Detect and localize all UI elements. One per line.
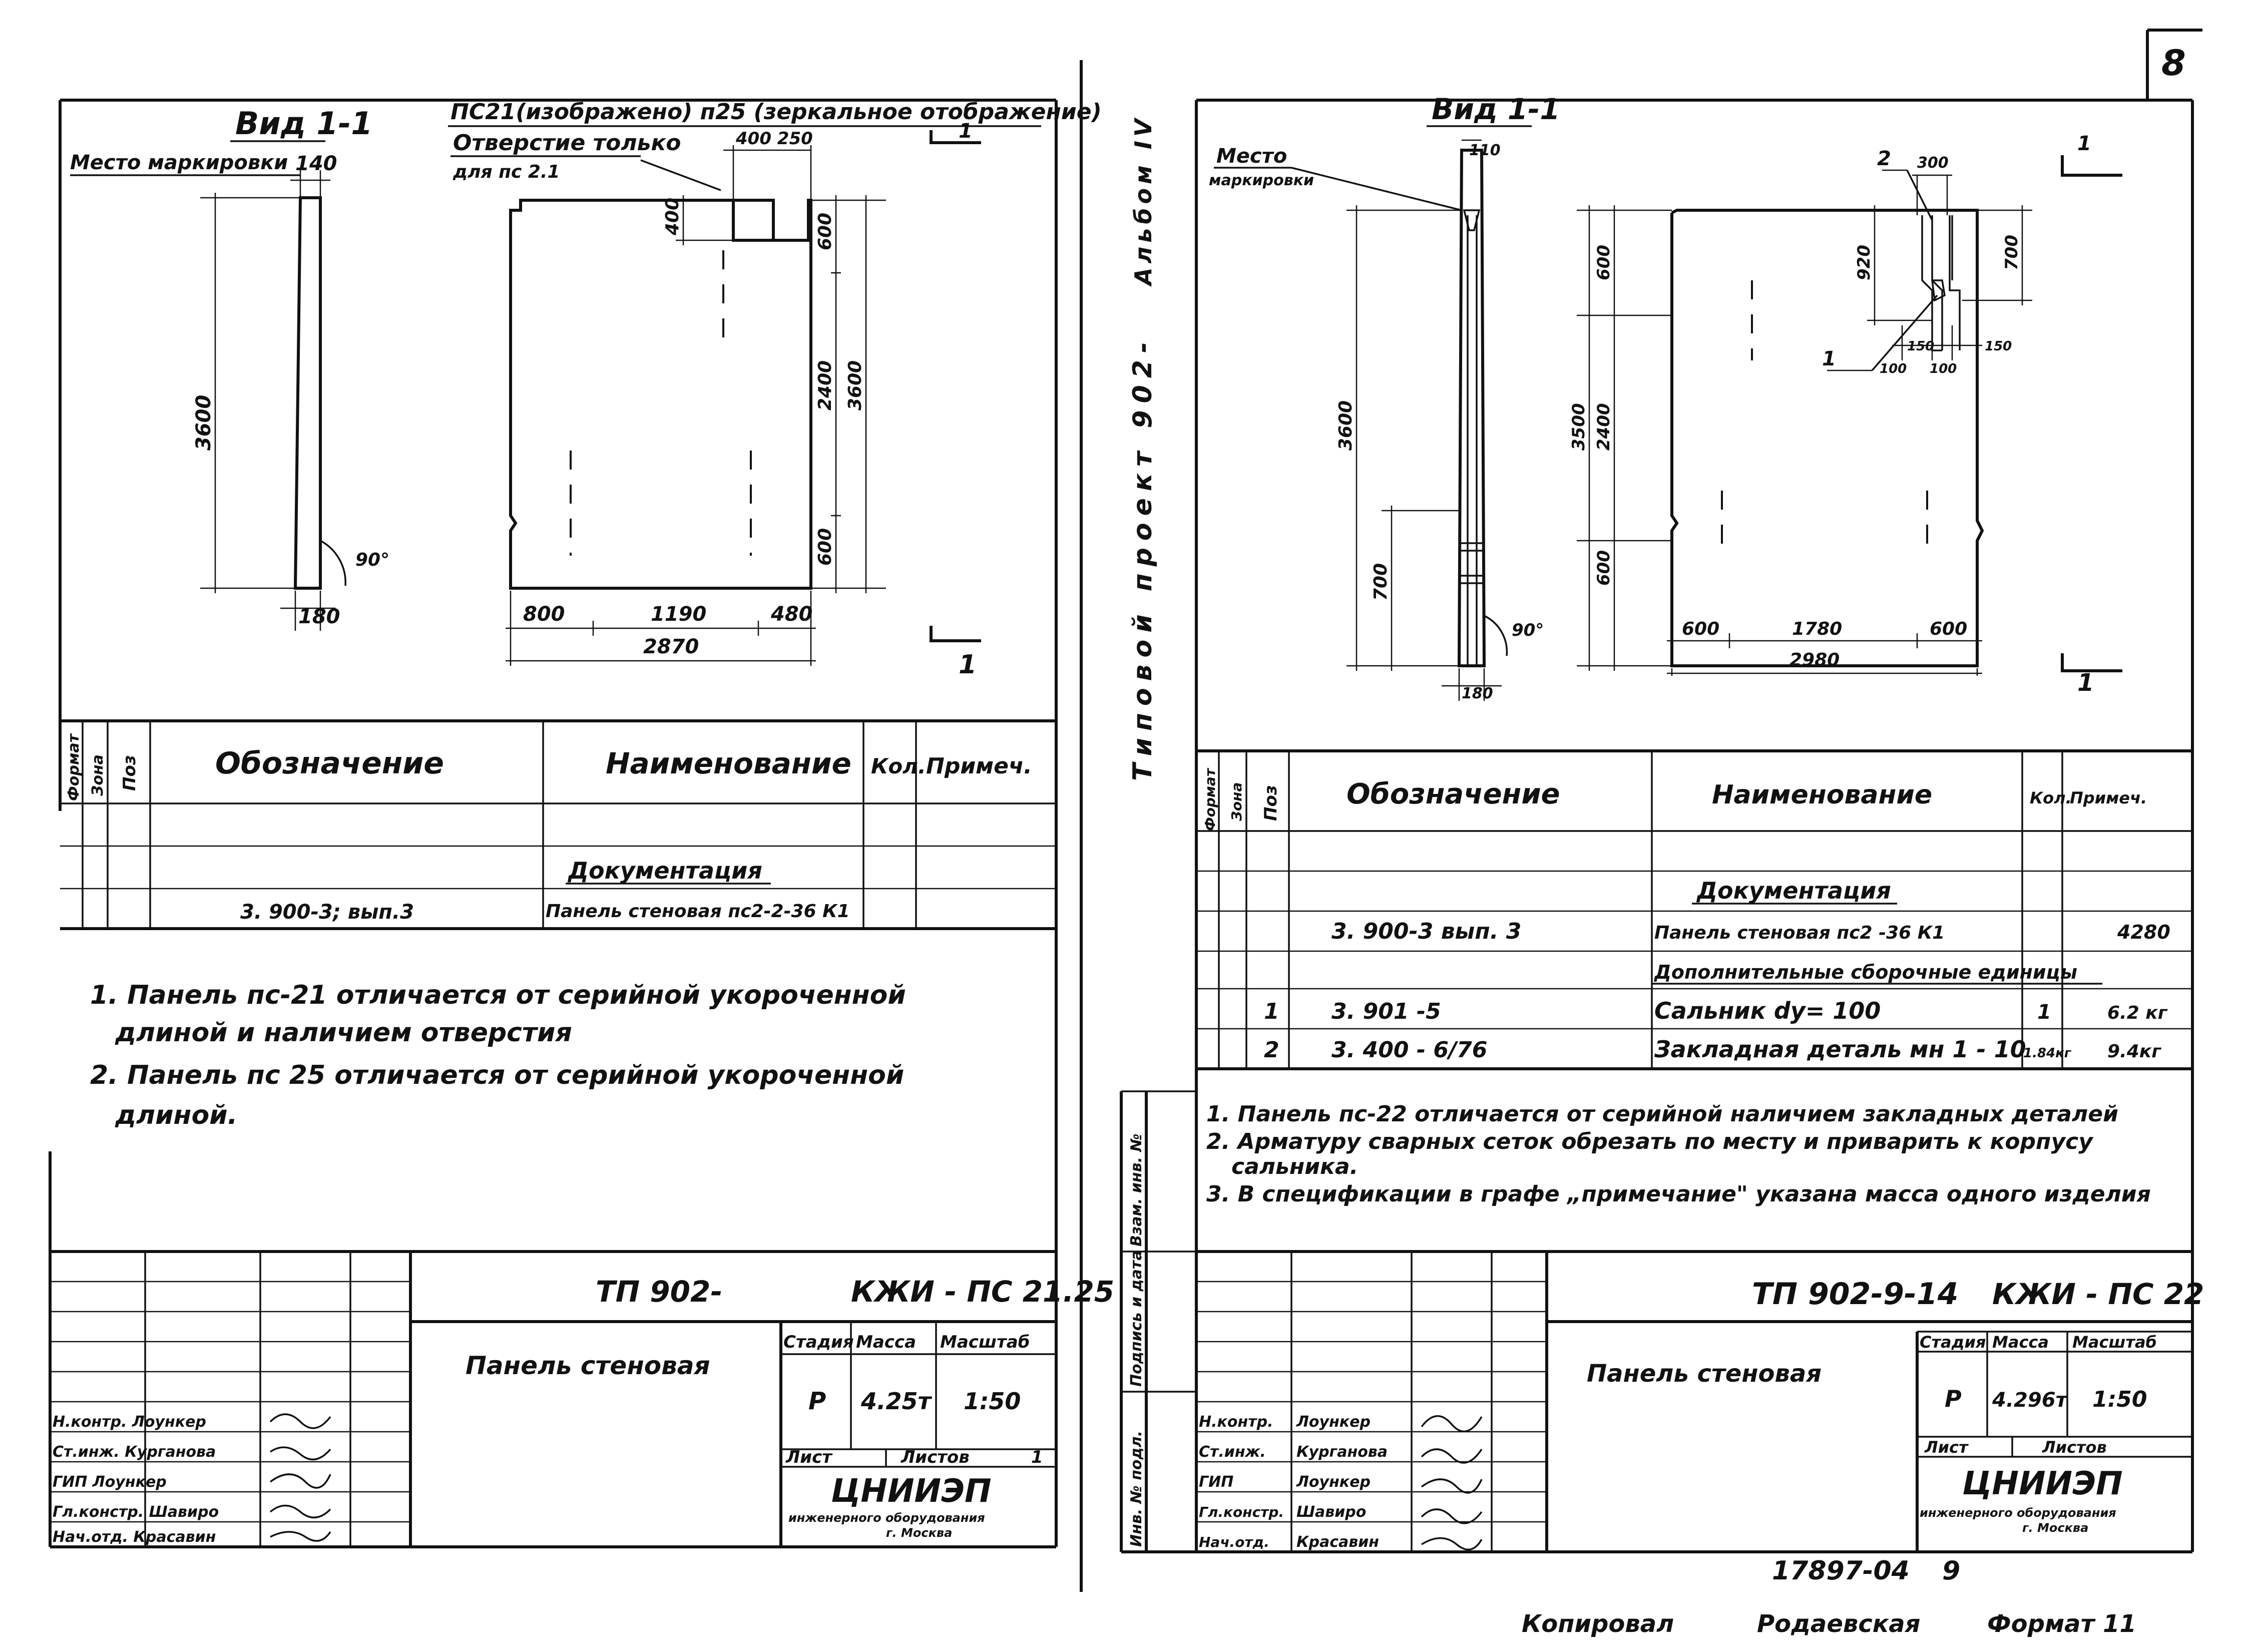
right-dim-100: 100	[1880, 361, 1907, 376]
right-title-code-a: ТП 902-9-14	[1752, 1277, 1959, 1312]
right-dim-3500: 3500	[1569, 403, 1589, 451]
right-hdr-qty: Кол.	[2030, 788, 2072, 807]
right-row3-qty: 1.84кг	[2023, 1046, 2071, 1061]
right-leader-1: 1	[1822, 347, 1836, 370]
left-person-2: Ст.инж. Курганова	[53, 1443, 216, 1461]
right-hdr-format: Формат	[1202, 768, 1218, 831]
left-dim-600b: 600	[815, 528, 835, 566]
right-dim-600b: 600	[1594, 550, 1614, 586]
left-dim-1190: 1190	[651, 603, 707, 626]
left-hdr-pos: Поз	[120, 755, 140, 791]
left-dim-2400: 2400	[815, 360, 835, 410]
right-person-4-role: Гл.констр.	[1199, 1504, 1284, 1520]
right-title-code-b: КЖИ - ПС 22	[1992, 1277, 2204, 1311]
right-side-cell-2: Подпись и дата	[1128, 1250, 1145, 1387]
right-scale: 1:50	[2092, 1387, 2147, 1412]
left-dim-400-250: 400 250	[736, 129, 813, 149]
left-note-1: 1. Панель пс-21 отличается от серийной укороченной	[90, 980, 906, 1010]
right-angle: 90°	[1512, 620, 1544, 640]
right-row2-name: Сальник dу= 100	[1654, 997, 1881, 1024]
right-person-1-name: Лоункер	[1296, 1413, 1371, 1431]
right-stage: Р	[1945, 1385, 1962, 1412]
left-hdr-qty: Кол.	[871, 754, 926, 778]
right-dim-150b: 150	[1985, 339, 2012, 354]
bottom-copied-label: Копировал	[1522, 1610, 1674, 1638]
left-mass-header: Масса	[856, 1332, 917, 1352]
right-dim-920: 920	[1854, 245, 1874, 280]
left-panel-note: ПС21(изображено) п25 (зеркальное отображение)	[451, 99, 1102, 125]
left-dim-140: 140	[295, 152, 337, 175]
right-dim-2980: 2980	[1789, 650, 1840, 670]
right-person-2-name: Курганова	[1296, 1443, 1388, 1461]
right-dim-3600: 3600	[1335, 400, 1356, 451]
left-hdr-name: Наименование	[606, 746, 851, 780]
right-dim-100b: 100	[1930, 361, 1957, 376]
right-section-doc: Документация	[1697, 877, 1891, 904]
right-org-2: инженерного оборудования	[1920, 1506, 2116, 1520]
right-dim-700b: 700	[2002, 235, 2022, 270]
left-org-city: г. Москва	[886, 1526, 953, 1540]
right-stage-header: Стадия	[1920, 1333, 1986, 1352]
right-hdr-zone: Зона	[1228, 782, 1245, 821]
left-stage: Р	[808, 1387, 826, 1415]
right-hdr-note: Примеч.	[2070, 788, 2147, 807]
left-org-2: инженерного оборудования	[788, 1511, 985, 1525]
right-signatures	[1422, 1416, 1482, 1550]
right-row1-name: Панель стеновая пс2 -36 К1	[1654, 923, 1945, 943]
right-person-3-name: Лоункер	[1296, 1473, 1371, 1491]
right-person-1-role: Н.контр.	[1199, 1413, 1273, 1431]
right-section-units: Дополнительные сборочные единицы	[1654, 961, 2077, 983]
right-dim-600d: 600	[1930, 619, 1968, 639]
right-dim-700: 700	[1371, 563, 1391, 601]
left-section-doc: Документация	[568, 857, 762, 884]
right-row1-designation: 3. 900-3 вып. 3	[1331, 919, 1522, 944]
right-hdr-pos: Поз	[1261, 785, 1281, 821]
left-scale-header: Масштаб	[940, 1332, 1030, 1352]
left-person-1: Н.контр. Лоункер	[53, 1413, 206, 1431]
right-dim-150: 150	[1907, 339, 1935, 354]
right-leader-2: 2	[1877, 147, 1891, 170]
right-dim-110: 110	[1469, 142, 1501, 159]
right-hdr-name: Наименование	[1712, 780, 1933, 810]
right-note-2b: сальника.	[1231, 1154, 1359, 1179]
right-cut-mark-top: 1	[2077, 132, 2091, 155]
left-person-4: Гл.констр. Шавиро	[53, 1503, 219, 1521]
right-mark-place-1: Место	[1216, 145, 1287, 168]
left-sheets-header: Листов	[901, 1447, 970, 1467]
right-row2-pos: 1	[1264, 999, 1279, 1024]
left-mark-place: Место маркировки	[70, 151, 288, 174]
left-cut-mark-bottom: 1	[959, 650, 977, 680]
right-dim-180: 180	[1462, 685, 1493, 702]
left-hdr-zone: Зона	[89, 754, 107, 796]
sheet-frame	[50, 30, 2202, 1592]
left-sheet-header: Лист	[786, 1447, 832, 1467]
right-mark-place-2: маркировки	[1209, 172, 1314, 189]
left-org: ЦНИИЭП	[831, 1473, 992, 1510]
right-dim-300: 300	[1917, 154, 1949, 172]
right-side-cell-1: Инв. № подл.	[1128, 1430, 1145, 1547]
left-note-2b: длиной.	[115, 1100, 238, 1130]
right-side-cell-3: Взам. инв. №	[1128, 1133, 1145, 1247]
right-row1-note: 4280	[2117, 921, 2170, 943]
right-dim-1780: 1780	[1792, 619, 1843, 639]
left-dim-600: 600	[815, 212, 835, 250]
left-dim-2870: 2870	[643, 635, 699, 658]
right-sheets-header: Листов	[2042, 1438, 2107, 1457]
right-row3-pos: 2	[1264, 1037, 1279, 1063]
left-angle: 90°	[355, 550, 390, 570]
right-person-2-role: Ст.инж.	[1199, 1443, 1266, 1461]
left-scale: 1:50	[964, 1388, 1021, 1415]
right-org-city: г. Москва	[2022, 1521, 2089, 1535]
left-hole-note-1: Отверстие только	[453, 130, 681, 156]
left-dim-3600b: 3600	[845, 360, 865, 410]
bottom-copied-surname: Родаевская	[1757, 1610, 1921, 1638]
left-mass: 4.25т	[861, 1388, 932, 1415]
left-sheets: 1	[1031, 1447, 1043, 1467]
right-front-panel	[1577, 155, 2122, 676]
right-hdr-designation: Обозначение	[1347, 778, 1560, 810]
left-note-2: 2. Панель пс 25 отличается от серийной укороченной	[90, 1060, 905, 1090]
left-hole-note-2: для пс 2.1	[453, 162, 560, 182]
left-dim-3600: 3600	[192, 394, 215, 451]
left-dim-400: 400	[662, 197, 683, 235]
right-person-5-role: Нач.отд.	[1199, 1534, 1269, 1550]
left-dim-480: 480	[771, 603, 813, 626]
right-cut-mark-bottom: 1	[2077, 669, 2094, 697]
left-title-code-a: ТП 902-	[596, 1275, 723, 1309]
album-number-label: Альбом IV	[1130, 115, 1157, 285]
right-row3-name: Закладная деталь мн 1 - 10	[1654, 1036, 2026, 1063]
right-note-3: 3. В спецификации в графе „примечание" указана масса одного изделия	[1206, 1181, 2151, 1207]
left-note-1b: длиной и наличием отверстия	[115, 1018, 572, 1048]
right-person-3-role: ГИП	[1199, 1473, 1234, 1491]
right-mass: 4.296т	[1992, 1389, 2067, 1412]
right-title-product: Панель стеновая	[1587, 1360, 1822, 1388]
right-mass-header: Масса	[1992, 1333, 2049, 1352]
right-person-5-name: Красавин	[1296, 1533, 1379, 1551]
right-side-section	[1347, 140, 1507, 701]
page-number: 8	[2161, 43, 2186, 84]
left-view-label: Вид 1-1	[235, 105, 373, 142]
bottom-archive-sheet: 9	[1942, 1556, 1961, 1586]
album-project-label: Типовой проект 902-	[1128, 335, 1158, 781]
left-row1-name: Панель стеновая пс2-2-36 К1	[546, 901, 850, 922]
left-spec-table	[60, 721, 1056, 929]
right-row3-note: 9.4кг	[2107, 1041, 2161, 1062]
right-person-4-name: Шавиро	[1296, 1503, 1367, 1521]
left-cut-mark-top: 1	[959, 120, 973, 143]
right-sheet-header: Лист	[1925, 1438, 1968, 1457]
left-hdr-note: Примеч.	[926, 753, 1032, 779]
left-dim-180: 180	[298, 605, 340, 628]
right-dim-600: 600	[1594, 245, 1614, 280]
bottom-archive-number: 17897-04	[1772, 1556, 1910, 1586]
left-person-5: Нач.отд. Красавин	[53, 1528, 216, 1546]
right-dim-600c: 600	[1682, 619, 1720, 639]
bottom-format: Формат 11	[1987, 1610, 2136, 1638]
right-view-label: Вид 1-1	[1432, 92, 1560, 126]
right-note-2: 2. Арматуру сварных сеток обрезать по месту и приварить к корпусу	[1206, 1129, 2093, 1154]
left-row1-designation: 3. 900-3; вып.3	[240, 901, 414, 924]
left-hdr-designation: Обозначение	[215, 746, 444, 781]
right-dim-2400: 2400	[1594, 403, 1614, 451]
left-dim-800: 800	[523, 603, 565, 626]
left-person-3: ГИП Лоункер	[53, 1473, 167, 1491]
right-note-1: 1. Панель пс-22 отличается от серийной наличием закладных деталей	[1206, 1101, 2118, 1127]
left-hdr-format: Формат	[65, 734, 83, 801]
album-stamp	[1128, 115, 1158, 781]
right-scale-header: Масштаб	[2072, 1333, 2157, 1352]
right-org: ЦНИИЭП	[1962, 1465, 2123, 1502]
left-front-panel	[506, 130, 981, 666]
left-stage-header: Стадия	[783, 1332, 854, 1352]
left-side-section	[200, 170, 345, 631]
right-row2-qty: 1	[2037, 1001, 2051, 1024]
left-title-product: Панель стеновая	[466, 1351, 710, 1380]
right-row2-designation: 3. 901 -5	[1331, 999, 1441, 1024]
left-title-code-b: КЖИ - ПС 21.25	[851, 1275, 1115, 1309]
right-row3-designation: 3. 400 - 6/76	[1331, 1037, 1488, 1063]
right-row2-note: 6.2 кг	[2107, 1003, 2167, 1023]
